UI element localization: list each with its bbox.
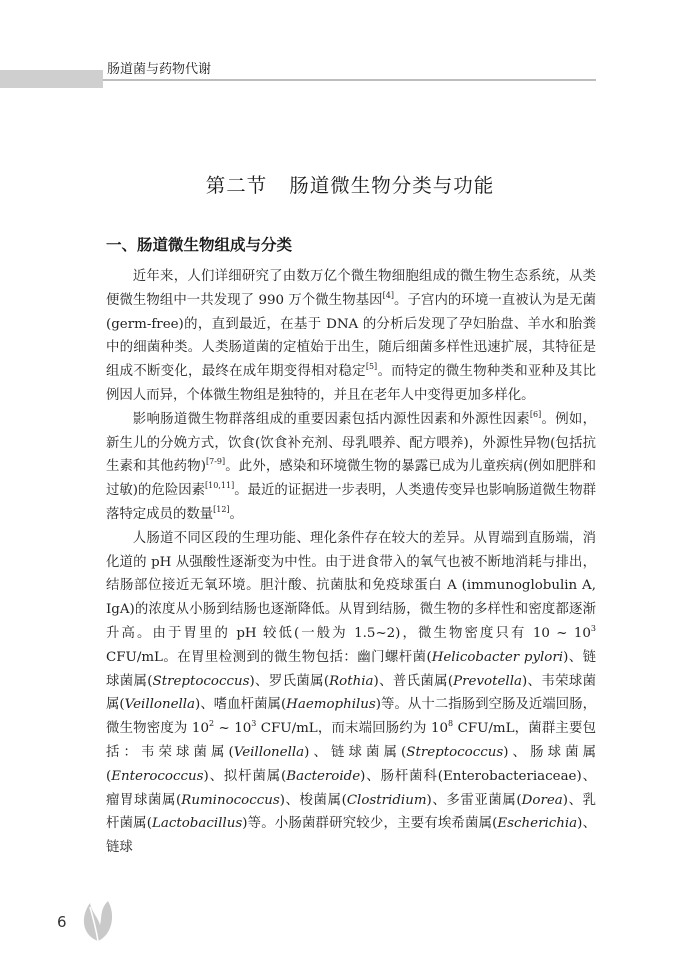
text-run: )、梭菌属(	[279, 792, 347, 808]
text-run: )等。小肠菌群研究较少，主要有埃希菌属(	[242, 816, 498, 832]
text-run: 。而特定的微生物种类和亚种及其比例因人而异，个体微生物组是独特的，并且在老年人中变得更加多样化。	[106, 364, 597, 403]
text-run: )、多雷亚菌属(	[426, 792, 522, 808]
text-run: 影响肠道微生物群落组成的重要因素包括内源性因素和外源性因素	[132, 411, 530, 427]
genus-name: Bacteroide	[286, 768, 361, 784]
genus-name: Veillonella	[233, 744, 305, 760]
text-run: )等。从十二指肠到空肠及近端回肠，微生物密度为 10	[106, 697, 596, 737]
genus-name: Streptococcus	[406, 744, 504, 760]
genus-name: Streptococcus	[152, 673, 250, 689]
genus-name: Clostridium	[346, 792, 427, 808]
text-run: )、链球	[106, 816, 596, 856]
text-run: 近年来，人们详细研究了由数万亿个微生物细胞组成的微生物生态系统，从类便微生物组中一共发现了 990 万个微生物基因	[106, 269, 596, 308]
text-run: 。例如，新生儿的分娩方式，饮食(饮食补充剂、母乳喂养、配方喂养)，外源性异物(包括抗生素和其他药物)	[106, 411, 597, 475]
exponent: 8	[448, 719, 454, 729]
text-run: CFU/mL，而末端回肠约为 10	[256, 721, 449, 737]
header-band	[0, 70, 103, 88]
subsection-heading: 一、肠道微生物组成与分类	[106, 236, 293, 254]
text-run: )、拟杆菌属(	[203, 768, 287, 784]
citation-ref: [5]	[365, 362, 378, 372]
section-heading	[0, 170, 700, 198]
genus-name: Helicobacter pylori	[431, 649, 564, 665]
text-run: )、嗜血杆菌属(	[195, 697, 287, 713]
genus-name: Prevotella	[453, 673, 522, 689]
text-run: 。最近的证据进一步表明，人类遗传变异也影响肠道微生物群落特定成员的数量	[106, 483, 597, 522]
citation-ref: [7-9]	[205, 457, 226, 467]
text-run: )、链球菌属(	[304, 744, 407, 760]
text-run: 人肠道不同区段的生理功能、理化条件存在较大的差异。从胃端到直肠端，消化道的 pH 从强酸性逐渐变为中性。由于进食带入的氧气也被不断地消耗与排出，结肠部位接近无氧环境。胆汁酸、抗菌肽和免疫球蛋白 A (immunoglobulin A, IgA)的浓度从小肠到结肠也逐渐降低。从胃到结肠，微生物的多样性和密度都逐渐升高。由于胃里的 pH 较低(一般为 1.5~2)，微生物密度只有 10 ~ 10	[106, 530, 596, 641]
page-number: 6	[57, 913, 67, 931]
exponent: 3	[590, 623, 596, 633]
paragraph-3	[106, 527, 596, 860]
body-text	[106, 265, 596, 860]
text-run: )、肠杆菌科(Enterobacteriaceae)、瘤胃球菌属(	[106, 768, 597, 808]
section-title: 肠道微生物分类与功能	[289, 174, 495, 197]
text-run: CFU/mL。在胃里检测到的微生物包括：幽门螺杆菌(	[106, 649, 432, 665]
citation-ref: [12]	[213, 504, 230, 514]
genus-name: Veillonella	[124, 697, 196, 713]
paragraph-2	[106, 408, 596, 527]
genus-name: Enterococcus	[111, 768, 204, 784]
text-run: CFU/mL，菌群主要包括：韦荣球菌属(	[106, 721, 596, 760]
genus-name: Rothia	[329, 673, 374, 689]
genus-name: Lactobacillus	[151, 816, 243, 832]
exponent: 3	[251, 719, 257, 729]
text-run: )、罗氏菌属(	[249, 673, 330, 689]
running-header-title: 肠道菌与药物代谢	[107, 62, 212, 77]
text-run: )、韦荣球菌属(	[106, 673, 596, 713]
text-run: 。此外，感染和环境微生物的暴露已成为儿童疾病(例如肥胖和过敏)的危险因素	[106, 459, 596, 499]
text-run: ~ 10	[214, 721, 252, 737]
genus-name: Dorea	[521, 792, 563, 808]
header-rule	[103, 79, 596, 81]
section-number: 第二节	[205, 174, 268, 197]
leaf-ornament-icon	[78, 895, 118, 945]
text-run: )、链球菌属(	[106, 649, 596, 689]
citation-ref: [10,11]	[205, 481, 235, 491]
genus-name: Ruminococcus	[181, 792, 280, 808]
text-run: 。子宫内的环境一直被认为是无菌(germ-free)的，直到最近，在基于 DNA 的分析后发现了孕妇胎盘、羊水和胎粪中的细菌种类。人类肠道菌的定植始于出生，随后细菌多样性迅速扩展，其特征是组成不断变化，最终在成年期变得相对稳定	[106, 292, 596, 380]
paragraph-1	[106, 265, 596, 408]
text-run: )、乳杆菌属(	[106, 792, 596, 832]
text-run: )、肠球菌属(	[106, 744, 596, 784]
text-run: )、普氏菌属(	[373, 673, 454, 689]
exponent: 2	[208, 719, 215, 729]
text-run: 。	[229, 506, 243, 522]
genus-name: Escherichia	[497, 816, 578, 832]
citation-ref: [4]	[382, 290, 394, 300]
genus-name: Haemophilus	[286, 697, 376, 713]
citation-ref: [6]	[529, 409, 542, 419]
